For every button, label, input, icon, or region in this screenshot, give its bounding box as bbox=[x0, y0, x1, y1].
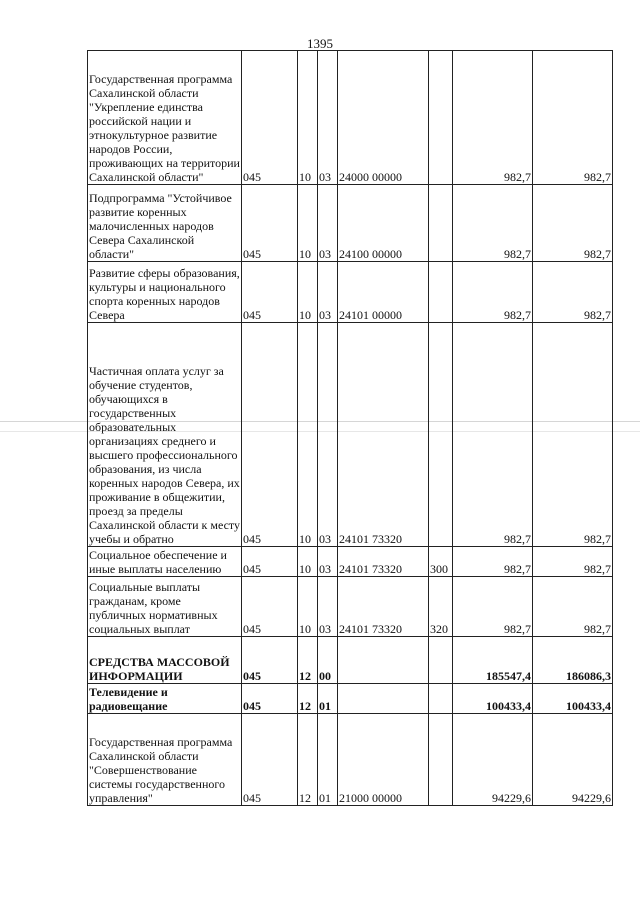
row-name: Развитие сферы образования, культуры и национального спорта коренных народов Севера bbox=[88, 262, 242, 323]
value-2: 982,7 bbox=[533, 547, 613, 577]
vr-code: 300 bbox=[429, 547, 453, 577]
value-1: 982,7 bbox=[453, 577, 533, 637]
value-2: 982,7 bbox=[533, 577, 613, 637]
value-2: 982,7 bbox=[533, 51, 613, 185]
value-1: 982,7 bbox=[453, 547, 533, 577]
table-row bbox=[88, 323, 613, 547]
value-1: 982,7 bbox=[453, 262, 533, 323]
rz-code: 10 bbox=[298, 323, 318, 547]
csr-code: 24101 73320 bbox=[338, 577, 429, 637]
table-row bbox=[88, 262, 613, 323]
rz-code: 10 bbox=[298, 547, 318, 577]
ved-code: 045 bbox=[242, 684, 298, 714]
row-name: Социальное обеспечение и иные выплаты населению bbox=[88, 547, 242, 577]
csr-code: 21000 00000 bbox=[338, 714, 429, 806]
pr-code: 03 bbox=[318, 185, 338, 262]
row-name: Государственная программа Сахалинской области "Укрепление единства российской нации и этнокультурное развитие народов России, проживающих на территории Сахалинской области" bbox=[88, 51, 242, 185]
value-1: 982,7 bbox=[453, 185, 533, 262]
csr-code: 24000 00000 bbox=[338, 51, 429, 185]
rz-code: 10 bbox=[298, 185, 318, 262]
csr-code: 24101 73320 bbox=[338, 323, 429, 547]
vr-code bbox=[429, 323, 453, 547]
value-1: 982,7 bbox=[453, 323, 533, 547]
value-2: 982,7 bbox=[533, 185, 613, 262]
csr-code bbox=[338, 684, 429, 714]
vr-code bbox=[429, 185, 453, 262]
pr-code: 01 bbox=[318, 684, 338, 714]
vr-code bbox=[429, 637, 453, 684]
ved-code: 045 bbox=[242, 637, 298, 684]
rz-code: 12 bbox=[298, 637, 318, 684]
pr-code: 03 bbox=[318, 577, 338, 637]
row-name: Государственная программа Сахалинской области "Совершенствование системы государственного управления" bbox=[88, 714, 242, 806]
pr-code: 03 bbox=[318, 262, 338, 323]
table-row bbox=[88, 684, 613, 714]
value-2: 94229,6 bbox=[533, 714, 613, 806]
vr-code bbox=[429, 262, 453, 323]
vr-code bbox=[429, 714, 453, 806]
table-row bbox=[88, 185, 613, 262]
ved-code: 045 bbox=[242, 262, 298, 323]
pr-code: 00 bbox=[318, 637, 338, 684]
pr-code: 01 bbox=[318, 714, 338, 806]
pr-code: 03 bbox=[318, 323, 338, 547]
value-1: 94229,6 bbox=[453, 714, 533, 806]
table-row bbox=[88, 577, 613, 637]
value-2: 982,7 bbox=[533, 262, 613, 323]
csr-code: 24100 00000 bbox=[338, 185, 429, 262]
csr-code: 24101 00000 bbox=[338, 262, 429, 323]
value-2: 982,7 bbox=[533, 323, 613, 547]
csr-code bbox=[338, 637, 429, 684]
row-name: Частичная оплата услуг за обучение студентов, обучающихся в государственных образовательных организациях среднего и высшего профессионального образования, из числа коренных народов Севера, их проживание в общежитии, проезд за пределы Сахалинской области к месту учебы и обратно bbox=[88, 323, 242, 547]
table-row bbox=[88, 714, 613, 806]
ved-code: 045 bbox=[242, 714, 298, 806]
ved-code: 045 bbox=[242, 51, 298, 185]
vr-code bbox=[429, 51, 453, 185]
value-1: 185547,4 bbox=[453, 637, 533, 684]
table-row bbox=[88, 637, 613, 684]
pr-code: 03 bbox=[318, 547, 338, 577]
row-name: Социальные выплаты гражданам, кроме публичных нормативных социальных выплат bbox=[88, 577, 242, 637]
ved-code: 045 bbox=[242, 547, 298, 577]
vr-code: 320 bbox=[429, 577, 453, 637]
csr-code: 24101 73320 bbox=[338, 547, 429, 577]
row-name: СРЕДСТВА МАССОВОЙ ИНФОРМАЦИИ bbox=[88, 637, 242, 684]
table-row bbox=[88, 547, 613, 577]
ved-code: 045 bbox=[242, 323, 298, 547]
value-2: 100433,4 bbox=[533, 684, 613, 714]
value-2: 186086,3 bbox=[533, 637, 613, 684]
value-1: 100433,4 bbox=[453, 684, 533, 714]
budget-table bbox=[87, 50, 613, 806]
rz-code: 12 bbox=[298, 684, 318, 714]
ved-code: 045 bbox=[242, 577, 298, 637]
pr-code: 03 bbox=[318, 51, 338, 185]
vr-code bbox=[429, 684, 453, 714]
rz-code: 10 bbox=[298, 577, 318, 637]
row-name: Подпрограмма "Устойчивое развитие коренных малочисленных народов Севера Сахалинской области" bbox=[88, 185, 242, 262]
rz-code: 10 bbox=[298, 262, 318, 323]
rz-code: 12 bbox=[298, 714, 318, 806]
rz-code: 10 bbox=[298, 51, 318, 185]
ved-code: 045 bbox=[242, 185, 298, 262]
page-number: 1395 bbox=[307, 36, 333, 51]
table-row bbox=[88, 51, 613, 185]
value-1: 982,7 bbox=[453, 51, 533, 185]
row-name: Телевидение и радиовещание bbox=[88, 684, 242, 714]
